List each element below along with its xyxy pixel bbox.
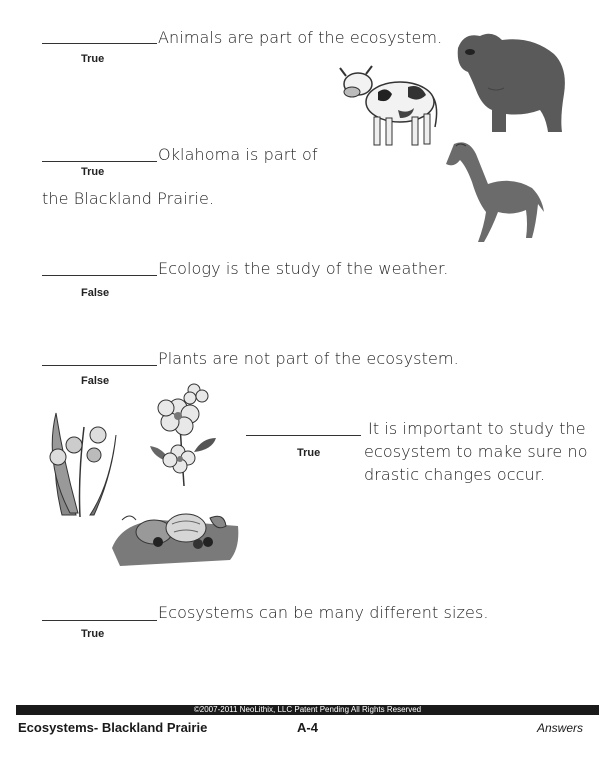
- answer-blank-3[interactable]: [42, 275, 157, 276]
- answer-blank-4[interactable]: [42, 365, 157, 366]
- statement-2-line2: the Blackland Prairie.: [42, 189, 215, 208]
- answers-label: Answers: [537, 721, 584, 735]
- answer-1: True: [81, 53, 105, 65]
- statement-5-line2: ecosystem to make sure no: [364, 442, 588, 461]
- statement-5-line3: drastic changes occur.: [364, 465, 546, 484]
- cow-illustration: [328, 62, 438, 157]
- answer-4: False: [81, 375, 110, 387]
- fruit-basket-illustration: [110, 498, 240, 568]
- answer-6: True: [81, 628, 105, 640]
- statement-1: Animals are part of the ecosystem.: [158, 28, 443, 47]
- flower-cluster-illustration: [140, 382, 220, 487]
- page-number: A-4: [297, 720, 318, 735]
- copyright-bar: ©2007-2011 NeoLithix, LLC Patent Pending All Rights Reserved: [16, 705, 599, 715]
- answer-5: True: [297, 447, 321, 459]
- statement-2-line1: Oklahoma is part of: [158, 145, 318, 164]
- answer-blank-2[interactable]: [42, 161, 157, 162]
- answer-blank-1[interactable]: [42, 43, 157, 44]
- statement-6: Ecosystems can be many different sizes.: [158, 603, 489, 622]
- answer-blank-6[interactable]: [42, 620, 157, 621]
- statement-4: Plants are not part of the ecosystem.: [158, 349, 459, 368]
- worksheet-title: Ecosystems- Blackland Prairie: [18, 720, 208, 735]
- statement-5-line1: It is important to study the: [368, 419, 586, 438]
- answer-3: False: [81, 287, 110, 299]
- bear-illustration: [448, 28, 566, 136]
- answer-blank-5[interactable]: [246, 435, 361, 436]
- statement-3: Ecology is the study of the weather.: [158, 259, 449, 278]
- horse-illustration: [446, 140, 546, 258]
- answer-2: True: [81, 166, 105, 178]
